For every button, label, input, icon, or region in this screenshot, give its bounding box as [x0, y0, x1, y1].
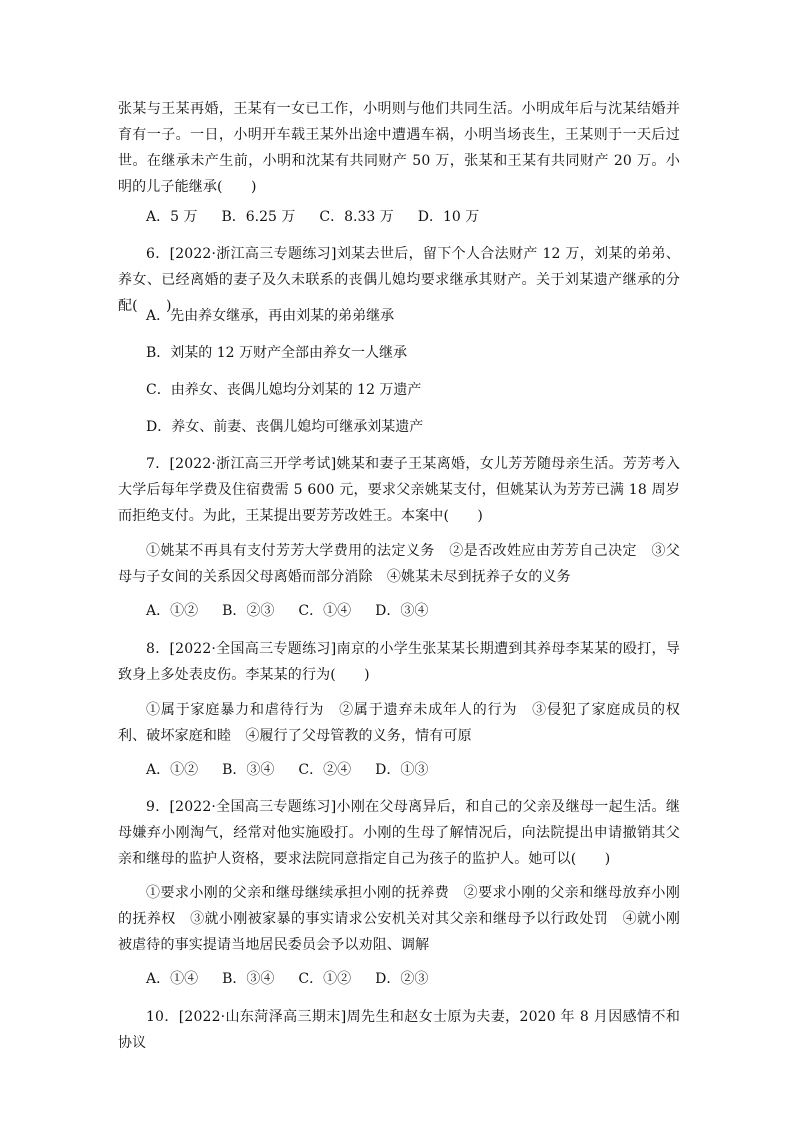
question-6-option-d: D．养女、前妻、丧偶儿媳均可继承刘某遗产 — [146, 419, 424, 435]
option-d: D．10 万 — [417, 209, 480, 225]
question-6-option-a: A．先由养女继承，再由刘某的弟弟继承 — [146, 308, 395, 324]
question-6-option-b: B．刘某的 12 万财产全部由养女一人继承 — [146, 345, 408, 361]
question-8-statements: ①属于家庭暴力和虐待行为 ②属于遗弃未成年人的行为 ③侵犯了家庭成员的权利、破坏家庭和睦 ④履行了父母管教的义务，情有可原 — [118, 702, 680, 744]
question-8 — [118, 636, 680, 688]
option-d: D．①③ — [375, 762, 429, 778]
question-5-text: 张某与王某再婚，王某有一女已工作，小明则与他们共同生活。小明成年后与沈某结婚并育有一子。一日，小明开车载王某外出途中遭遇车祸，小明当场丧生，王某则于一天后过世。在继承未产生前，小明和沈某有共同财产 50 万，张某和王某有共同财产 20 万。小明的儿子能继承( ) — [118, 101, 680, 195]
question-9-statements: ①要求小刚的父亲和继母继续承担小刚的抚养费 ②要求小刚的父亲和继母放弃小刚的抚养权 ③就小刚被家暴的事实请求公安机关对其父亲和继母予以行政处罚 ④就小刚被虐待的事实提请当地居民委员会予以劝阻、调解 — [118, 885, 680, 953]
question-10-stem: 10．[2022·山东菏泽高三期末]周先生和赵女士原为夫妻，2020 年 8 月因感情不和协议 — [118, 1009, 680, 1051]
question-7-options — [146, 601, 452, 621]
question-8-statements-block — [118, 697, 680, 749]
option-a: A．①② — [146, 603, 199, 619]
option-a: A．①② — [146, 762, 199, 778]
question-8-stem: 8．[2022·全国高三专题练习]南京的小学生张某某长期遭到其养母李某某的殴打，导致身上多处表皮伤。李某某的行为( ) — [118, 641, 680, 683]
question-7-stem: 7．[2022·浙江高三开学考试]姚某和妻子王某离婚，女儿芳芳随母亲生活。芳芳考入大学后每年学费及住宿费需 5 600 元，要求父亲姚某支付，但姚某认为芳芳已满 18 周岁而拒绝支付。为此，王某提出要芳芳改姓王。本案中( ) — [118, 456, 680, 524]
option-c: C．8.33 万 — [319, 209, 394, 225]
option-d: D．③④ — [375, 603, 429, 619]
question-9-options — [146, 969, 452, 989]
question-9 — [118, 794, 680, 872]
option-a: A．①④ — [146, 971, 199, 987]
option-b: B．③④ — [222, 762, 275, 778]
question-6-option-c: C．由养女、丧偶儿媳均分刘某的 12 万遗产 — [146, 382, 422, 398]
question-9-statements-block — [118, 880, 680, 958]
option-c: C．①② — [298, 971, 352, 987]
question-7-statements: ①姚某不再具有支付芳芳大学费用的法定义务 ②是否改姓应由芳芳自己决定 ③父母与子女间的关系因父母离婚而部分消除 ④姚某未尽到抚养子女的义务 — [118, 543, 680, 585]
question-7 — [118, 451, 680, 529]
option-d: D．②③ — [375, 971, 429, 987]
question-7-statements-block — [118, 538, 680, 590]
question-6-stem: 6．[2022·浙江高三专题练习]刘某去世后，留下个人合法财产 12 万，刘某的弟弟、养女、已经离婚的妻子及久未联系的丧偶儿媳均要求继承其财产。关于刘某遗产继承的分配( ) — [118, 246, 680, 314]
option-b: B．②③ — [222, 603, 275, 619]
question-9-stem: 9．[2022·全国高三专题练习]小刚在父母离异后，和自己的父亲及继母一起生活。继母嫌弃小刚淘气，经常对他实施殴打。小刚的生母了解情况后，向法院提出申请撤销其父亲和继母的监护人资格，要求法院同意指定自己为孩子的监护人。她可以( ) — [118, 799, 680, 867]
question-5-options — [146, 207, 503, 227]
question-8-options — [146, 760, 452, 780]
question-10 — [118, 1004, 680, 1056]
option-c: C．②④ — [298, 762, 352, 778]
option-b: B．③④ — [222, 971, 275, 987]
question-5-continuation — [118, 96, 680, 200]
option-a: A．5 万 — [146, 209, 198, 225]
option-c: C．①④ — [298, 603, 352, 619]
option-b: B．6.25 万 — [221, 209, 296, 225]
